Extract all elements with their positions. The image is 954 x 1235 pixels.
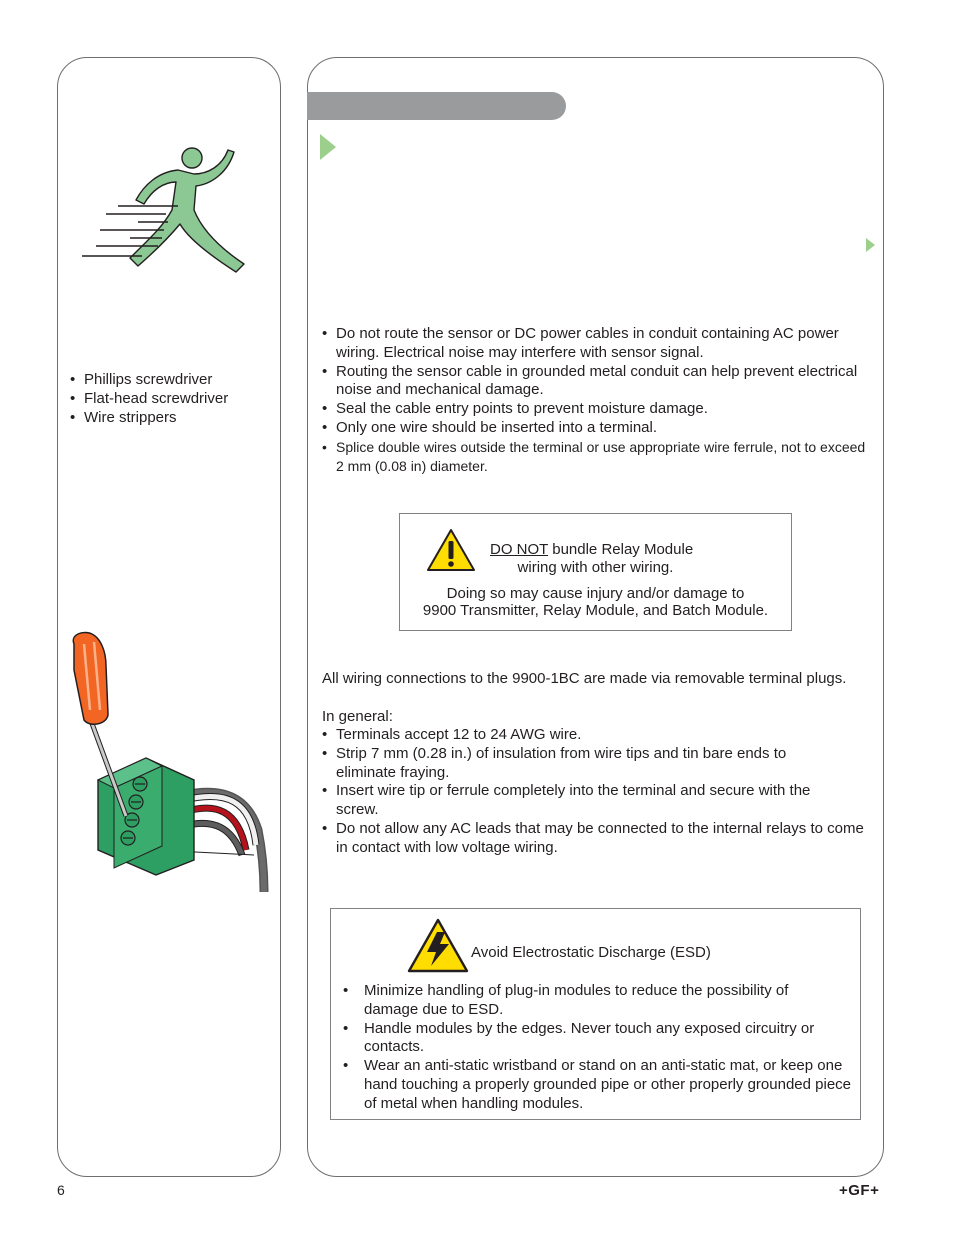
list-item: • Routing the sensor cable in grounded metal conduit can help prevent electrical noise and mechanical damage.: [322, 363, 872, 401]
relay-warning-line-4: 9900 Transmitter, Relay Module, and Batch Module.: [422, 602, 769, 619]
list-item: • Do not route the sensor or DC power cables in conduit containing AC power wiring. Electrical noise may interfere with sensor signal.: [322, 325, 872, 363]
wiring-intro-text: All wiring connections to the 9900-1BC are made via removable terminal plugs.: [322, 670, 847, 687]
list-item: • Wear an anti-static wristband or stand on an anti-static mat, or keep one hand touching a properly grounded pipe or other properly grounded piece of metal when handling modules.: [343, 1057, 854, 1113]
relay-warning-box: [399, 513, 792, 631]
list-item: • Splice double wires outside the terminal or use appropriate wire ferrule, not to exceed 2 mm (0.08 in) diameter.: [322, 438, 872, 476]
screwdriver-terminal-plug-illustration: [66, 630, 271, 895]
relay-warning-emphasis: DO NOT: [490, 541, 549, 558]
list-item: • Phillips screwdriver: [70, 371, 270, 390]
list-item: • Terminals accept 12 to 24 AWG wire.: [322, 726, 872, 745]
list-item: • Seal the cable entry points to prevent moisture damage.: [322, 400, 872, 419]
list-item: • Do not allow any AC leads that may be connected to the internal relays to come in contact with low voltage wiring.: [322, 820, 866, 858]
list-item: • Wire strippers: [70, 409, 270, 428]
continue-arrow-icon: [866, 238, 875, 252]
relay-warning-line-3: Doing so may cause injury and/or damage to: [446, 585, 745, 602]
esd-caution-box: [330, 908, 861, 1120]
relay-warning-line-1-rest: bundle Relay Module: [548, 541, 694, 558]
esd-caution-title: Avoid Electrostatic Discharge (ESD): [471, 944, 711, 961]
list-item: • Strip 7 mm (0.28 in.) of insulation from wire tips and tin bare ends to eliminate fraying.: [322, 745, 816, 783]
wiring-guidelines-list: [322, 726, 872, 858]
list-item: • Minimize handling of plug-in modules to reduce the possibility of damage due to ESD.: [343, 982, 824, 1020]
quick-start-running-figure-icon: [78, 140, 268, 280]
section-arrow-icon: [320, 134, 336, 160]
tools-list: [70, 371, 270, 427]
list-item: • Only one wire should be inserted into a terminal.: [322, 419, 872, 438]
relay-warning-line-2: wiring with other wiring.: [517, 559, 674, 576]
esd-guidelines-list: [343, 982, 852, 1114]
list-item: • Handle modules by the edges. Never touch any exposed circuitry or contacts.: [343, 1020, 864, 1058]
in-general-label: In general:: [322, 708, 393, 725]
high-voltage-warning-icon: [407, 918, 469, 974]
list-item: • Flat-head screwdriver: [70, 390, 270, 409]
section-header-bar: [307, 92, 566, 120]
page-number: 6: [57, 1182, 65, 1198]
relay-warning-line-1: [490, 541, 720, 560]
installation-tips-list: [322, 325, 872, 475]
list-item: • Insert wire tip or ferrule completely into the terminal and secure with the screw.: [322, 782, 816, 820]
gf-brand-logo: +GF+: [839, 1182, 880, 1199]
